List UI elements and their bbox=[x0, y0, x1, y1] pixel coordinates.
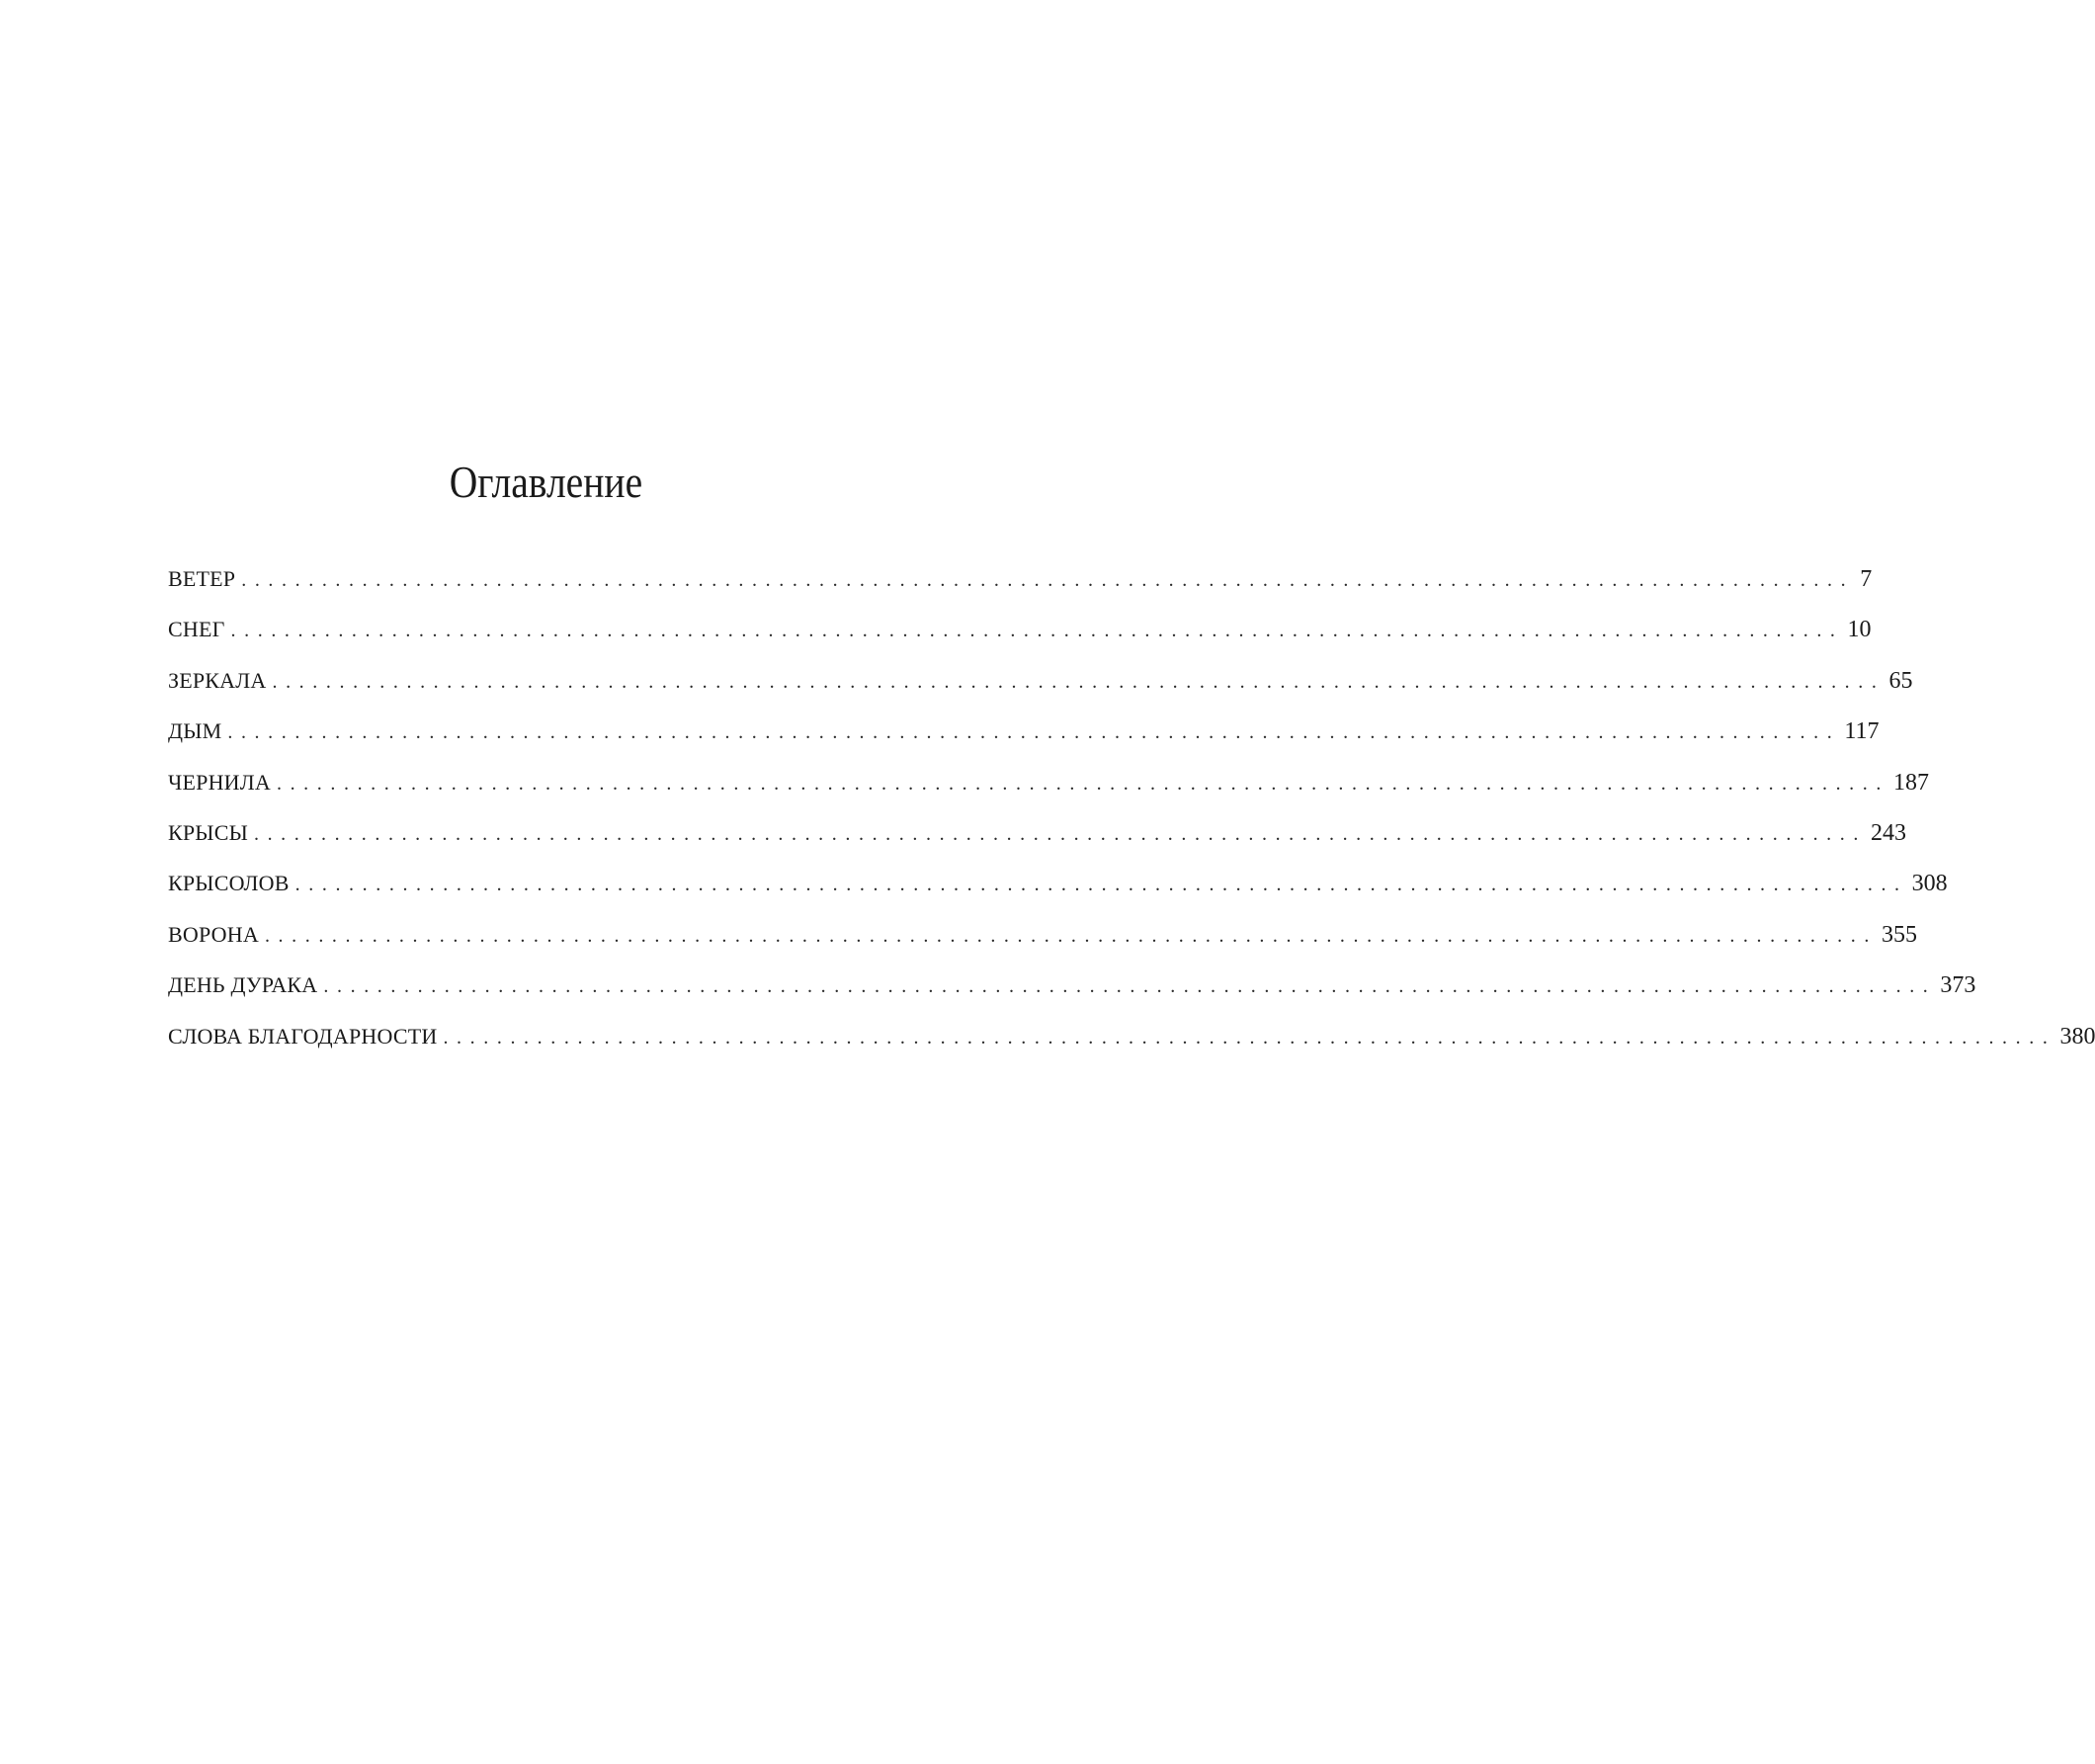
toc-entry-title: ДЫМ bbox=[168, 718, 222, 744]
dot-leader: ........................................................................................................................ bbox=[241, 569, 1855, 591]
toc-entry-title: КРЫСОЛОВ bbox=[168, 871, 290, 896]
dot-leader: ........................................................................................................................ bbox=[272, 670, 1886, 693]
toc-entry bbox=[168, 807, 1906, 858]
toc-entry-page-number: 380 bbox=[2059, 1023, 2095, 1050]
toc-entry-page-number: 65 bbox=[1888, 667, 1913, 694]
toc-entry bbox=[168, 960, 1976, 1010]
dot-leader: ........................................................................................................................ bbox=[227, 721, 1841, 744]
toc-entry bbox=[168, 858, 1948, 908]
toc-entry bbox=[168, 909, 1917, 960]
toc-entry-title: КРЫСЫ bbox=[168, 819, 248, 845]
toc-entry-page-number: 243 bbox=[1870, 819, 1906, 846]
toc-entry-page-number: 7 bbox=[1860, 566, 1873, 592]
toc-entry-page-number: 117 bbox=[1844, 718, 1880, 745]
toc-entry bbox=[168, 655, 1913, 706]
toc-entry-page-number: 10 bbox=[1847, 617, 1872, 643]
toc-entry-page-number: 308 bbox=[1911, 871, 1948, 897]
dot-leader: ........................................................................................................................ bbox=[323, 975, 1937, 998]
dot-leader: ........................................................................................................................ bbox=[443, 1026, 2056, 1049]
toc-entry bbox=[168, 604, 1872, 654]
toc-entry-page-number: 355 bbox=[1881, 921, 1917, 948]
toc-entry-title: ВОРОНА bbox=[168, 921, 259, 947]
dot-leader: ........................................................................................................................ bbox=[230, 620, 1844, 642]
toc-entry-title: ВЕТЕР bbox=[168, 566, 236, 591]
toc-entry-title: ЗЕРКАЛА bbox=[168, 667, 267, 693]
dot-leader: ........................................................................................................................ bbox=[264, 924, 1878, 947]
page-title: Оглавление bbox=[449, 457, 643, 507]
toc-entry-title: СЛОВА БЛАГОДАРНОСТИ bbox=[168, 1023, 438, 1049]
dot-leader: ........................................................................................................................ bbox=[276, 772, 1889, 795]
toc-entry-page-number: 187 bbox=[1892, 769, 1929, 796]
table-of-contents bbox=[168, 553, 2095, 1061]
toc-entry-title: ЧЕРНИЛА bbox=[168, 769, 271, 795]
toc-entry bbox=[168, 553, 1873, 604]
toc-entry bbox=[168, 757, 1929, 807]
toc-entry-title: ДЕНЬ ДУРАКА bbox=[168, 972, 318, 998]
dot-leader: ........................................................................................................................ bbox=[253, 822, 1867, 845]
dot-leader: ........................................................................................................................ bbox=[294, 874, 1908, 896]
toc-entry-page-number: 373 bbox=[1940, 972, 1976, 999]
toc-entry-title: СНЕГ bbox=[168, 617, 225, 642]
toc-entry bbox=[168, 1011, 2095, 1061]
toc-entry bbox=[168, 706, 1880, 756]
